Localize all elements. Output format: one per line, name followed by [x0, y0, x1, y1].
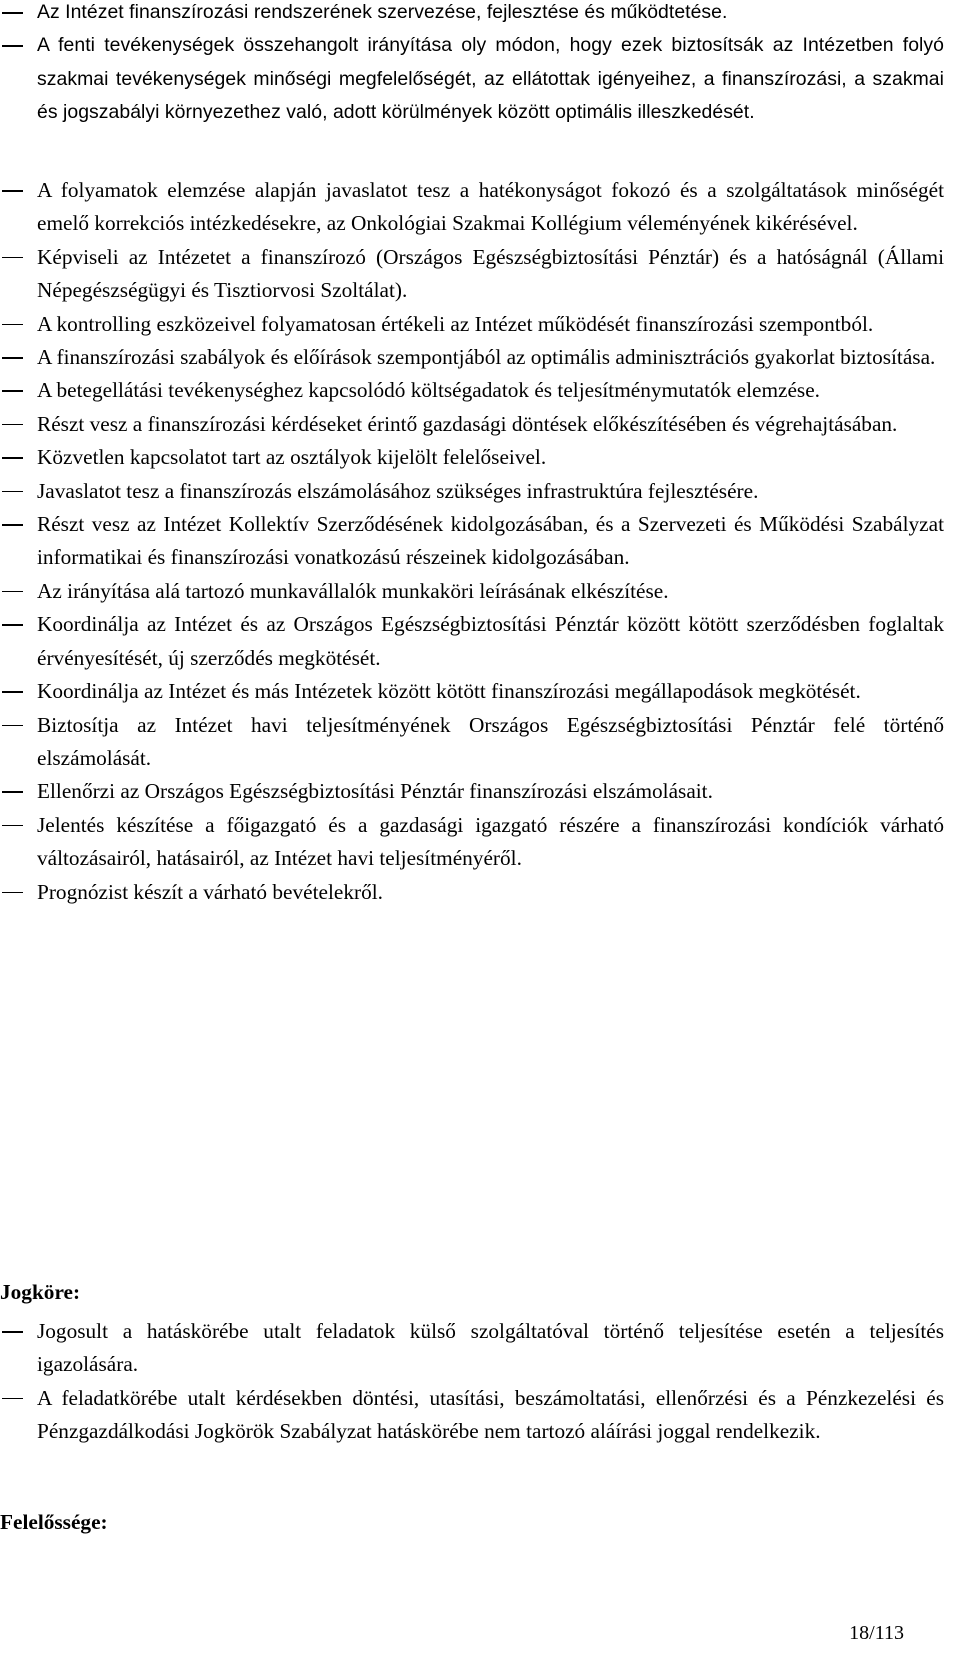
dash-bullet-icon	[2, 1398, 23, 1400]
dash-bullet-icon	[2, 457, 23, 459]
dash-bullet-icon	[2, 691, 23, 693]
task-list-2	[0, 174, 952, 909]
dash-bullet-icon	[2, 424, 23, 426]
dash-bullet-icon	[2, 791, 23, 793]
dash-bullet-icon	[2, 12, 23, 14]
list-item: A finanszírozási szabályok és előírások szempontjából az optimális adminisztrációs gyakorlat biztosítása.	[0, 341, 952, 374]
dash-bullet-icon	[2, 257, 23, 259]
page-number: 18/113	[849, 1622, 904, 1644]
list-item: Koordinálja az Intézet és más Intézetek között kötött finanszírozási megállapodások megkötését.	[0, 675, 952, 708]
section-heading-felelossege: Felelőssége:	[0, 1510, 108, 1534]
dash-bullet-icon	[2, 324, 23, 326]
list-item: A betegellátási tevékenységhez kapcsolódó költségadatok és teljesítménymutatók elemzése.	[0, 374, 952, 407]
list-item: Közvetlen kapcsolatot tart az osztályok kijelölt felelőseivel.	[0, 441, 952, 474]
list-item: Az irányítása alá tartozó munkavállalók munkaköri leírásának elkészítése.	[0, 575, 952, 608]
jogkore-list	[0, 1315, 952, 1449]
task-list-1	[0, 0, 952, 130]
dash-bullet-icon	[2, 591, 23, 593]
list-item: A fenti tevékenységek összehangolt irányítása oly módon, hogy ezek biztosítsák az Intézetben folyó szakmai tevékenységek minőségi megfelelőségét, az ellátottak igényeihez, a finanszírozási, a szakmai és jogszabályi környezethez való, adott körülmények között optimális illeszkedését.	[0, 29, 952, 129]
list-item: Biztosítja az Intézet havi teljesítményének Országos Egészségbiztosítási Pénztár felé történő elszámolását.	[0, 709, 952, 776]
dash-bullet-icon	[2, 825, 23, 827]
list-item: Az Intézet finanszírozási rendszerének szervezése, fejlesztése és működtetése.	[0, 0, 952, 29]
list-item: A feladatkörébe utalt kérdésekben döntési, utasítási, beszámoltatási, ellenőrzési és a Pénzkezelési és Pénzgazdálkodási Jogkörök Szabályzat hatáskörébe nem tartozó aláírási joggal rendelkezik.	[0, 1382, 952, 1449]
dash-bullet-icon	[2, 390, 23, 392]
list-item: Jogosult a hatáskörébe utalt feladatok külső szolgáltatóval történő teljesítése esetén a teljesítés igazolására.	[0, 1315, 952, 1382]
dash-bullet-icon	[2, 190, 23, 192]
dash-bullet-icon	[2, 524, 23, 526]
list-item: A folyamatok elemzése alapján javaslatot tesz a hatékonyságot fokozó és a szolgáltatások minőségét emelő korrekciós intézkedésekre, az Onkológiai Szakmai Kollégium véleményének kikérésével.	[0, 174, 952, 241]
list-item: A kontrolling eszközeivel folyamatosan értékeli az Intézet működését finanszírozási szempontból.	[0, 308, 952, 341]
dash-bullet-icon	[2, 491, 23, 493]
list-item: Ellenőrzi az Országos Egészségbiztosítási Pénztár finanszírozási elszámolásait.	[0, 775, 952, 808]
dash-bullet-icon	[2, 1331, 23, 1333]
section-heading-jogkore: Jogköre:	[0, 1280, 81, 1304]
dash-bullet-icon	[2, 357, 23, 359]
list-item: Részt vesz az Intézet Kollektív Szerződésének kidolgozásában, és a Szervezeti és Működési Szabályzat informatikai és finanszírozási vonatkozású részeinek kidolgozásában.	[0, 508, 952, 575]
dash-bullet-icon	[2, 45, 23, 47]
dash-bullet-icon	[2, 892, 23, 894]
list-item: Képviseli az Intézetet a finanszírozó (Országos Egészségbiztosítási Pénztár) és a hatóságnál (Állami Népegészségügyi és Tisztiorvosi Szoltálat).	[0, 241, 952, 308]
list-item: Prognózist készít a várható bevételekről.	[0, 876, 952, 909]
list-item: Koordinálja az Intézet és az Országos Egészségbiztosítási Pénztár között kötött szerződésben foglaltak érvényesítését, új szerződés megkötését.	[0, 608, 952, 675]
list-item: Jelentés készítése a főigazgató és a gazdasági igazgató részére a finanszírozási kondíciók várható változásairól, hatásairól, az Intézet havi teljesítményéről.	[0, 809, 952, 876]
dash-bullet-icon	[2, 725, 23, 727]
list-item: Részt vesz a finanszírozási kérdéseket érintő gazdasági döntések előkészítésében és végrehajtásában.	[0, 408, 952, 441]
dash-bullet-icon	[2, 624, 23, 626]
list-item: Javaslatot tesz a finanszírozás elszámolásához szükséges infrastruktúra fejlesztésére.	[0, 475, 952, 508]
